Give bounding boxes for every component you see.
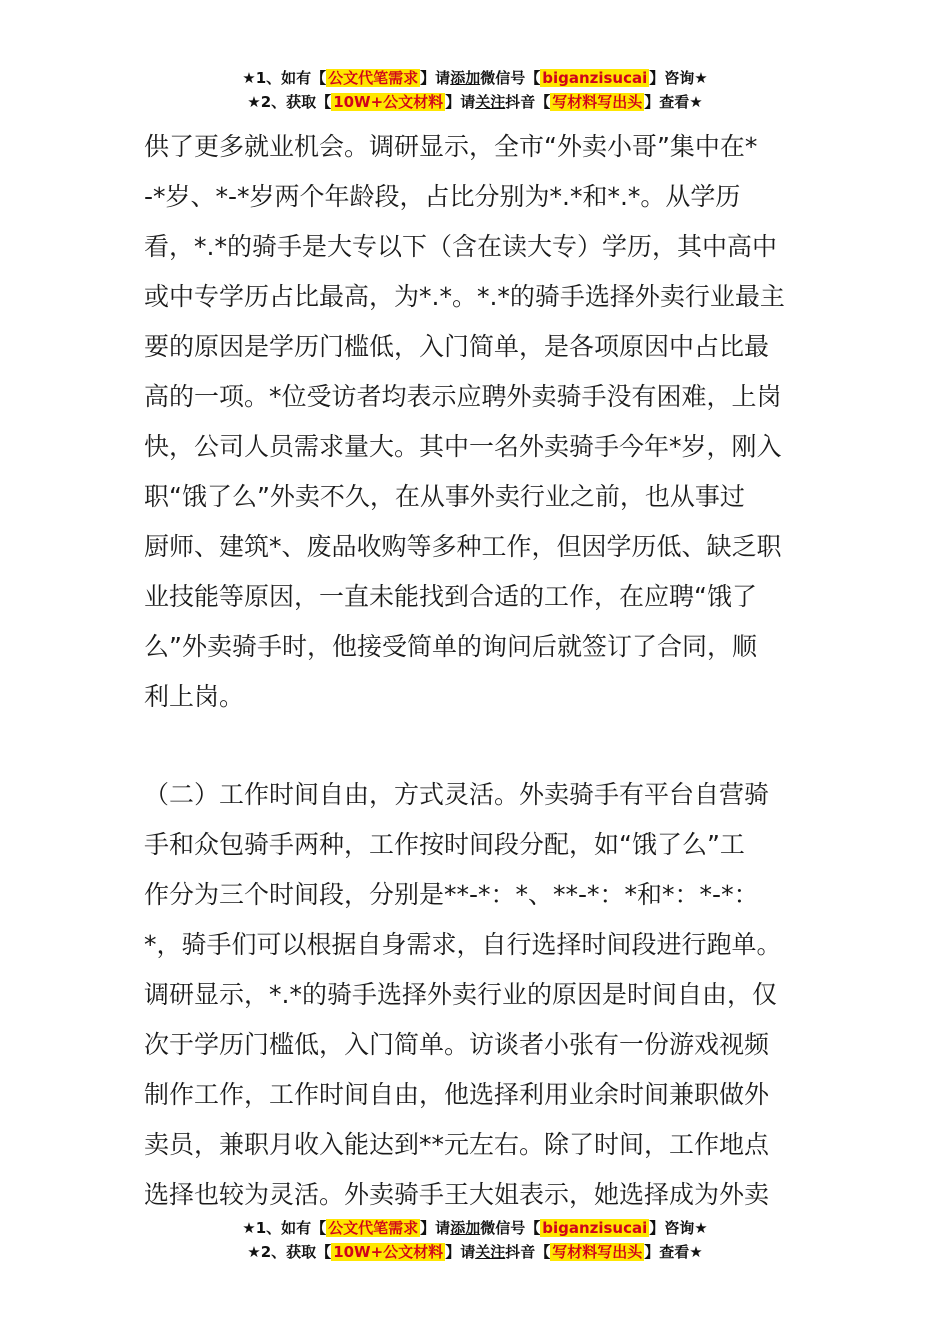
highlight-materials: 10W+公文材料 [333, 93, 444, 111]
banner-line-2 [0, 90, 950, 114]
text-line: 供了更多就业机会。调研显示，全市“外卖小哥”集中在* [144, 132, 758, 161]
text-line: （二）工作时间自由，方式灵活。外卖骑手有平台自营骑 [144, 780, 770, 809]
banner-underlined: 添加 [450, 69, 481, 87]
banner-text: ★2、获取【 [247, 1243, 332, 1261]
header-banner [0, 66, 950, 114]
text-line: 选择也较为灵活。外卖骑手王大姐表示，她选择成为外卖 [144, 1180, 770, 1209]
banner-line-1 [0, 1216, 950, 1240]
highlight-service: 公文代笔需求 [328, 69, 419, 87]
text-line: 厨师、建筑*、废品收购等多种工作，但因学历低、缺乏职 [144, 532, 782, 561]
text-line: 作分为三个时间段，分别是**-*：*、**-*：*和*：*-*： [144, 880, 759, 909]
document-body [144, 122, 834, 1220]
text-line: 要的原因是学历门槛低，入门简单，是各项原因中占比最 [144, 332, 770, 361]
banner-text: 】请 [445, 93, 476, 111]
text-line: 调研显示，*.*的骑手选择外卖行业的原因是时间自由，仅 [144, 980, 777, 1009]
paragraph-1 [144, 122, 834, 722]
banner-text: 】咨询★ [649, 69, 708, 87]
text-line: 业技能等原因，一直未能找到合适的工作，在应聘“饿了 [144, 582, 757, 611]
banner-text: 抖音【 [505, 1243, 551, 1261]
banner-text: 】查看★ [644, 93, 703, 111]
banner-underlined: 添加 [450, 1219, 481, 1237]
banner-text: 微信号【 [480, 69, 541, 87]
highlight-materials: 10W+公文材料 [333, 1243, 444, 1261]
text-line: *，骑手们可以根据自身需求，自行选择时间段进行跑单。 [144, 930, 782, 959]
banner-text: 微信号【 [480, 1219, 541, 1237]
highlight-wechat-id: biganzisucai [542, 69, 648, 87]
banner-underlined: 关注 [475, 1243, 506, 1261]
banner-line-2 [0, 1240, 950, 1264]
highlight-wechat-id: biganzisucai [542, 1219, 648, 1237]
text-line: 或中专学历占比最高，为*.*。*.*的骑手选择外卖行业最主 [144, 282, 785, 311]
highlight-douyin: 写材料写出头 [552, 93, 643, 111]
banner-text: ★1、如有【 [242, 1219, 327, 1237]
text-line: 高的一项。*位受访者均表示应聘外卖骑手没有困难，上岗 [144, 382, 782, 411]
banner-text: ★2、获取【 [247, 93, 332, 111]
highlight-service: 公文代笔需求 [328, 1219, 419, 1237]
paragraph-gap [144, 722, 834, 770]
highlight-douyin: 写材料写出头 [552, 1243, 643, 1261]
text-line: 看，*.*的骑手是大专以下（含在读大专）学历，其中高中 [144, 232, 777, 261]
banner-underlined: 关注 [475, 93, 506, 111]
text-line: 快，公司人员需求量大。其中一名外卖骑手今年*岁，刚入 [144, 432, 782, 461]
banner-text: 】请 [420, 1219, 451, 1237]
text-line: 制作工作，工作时间自由，他选择利用业余时间兼职做外 [144, 1080, 770, 1109]
banner-line-1 [0, 66, 950, 90]
text-line: -*岁、*-*岁两个年龄段，占比分别为*.*和*.*。从学历 [144, 182, 741, 211]
footer-banner [0, 1216, 950, 1264]
text-line: 卖员，兼职月收入能达到**元左右。除了时间，工作地点 [144, 1130, 770, 1159]
banner-text: 】查看★ [644, 1243, 703, 1261]
text-line: 职“饿了么”外卖不久，在从事外卖行业之前，也从事过 [144, 482, 745, 511]
text-line: 次于学历门槛低，入门简单。访谈者小张有一份游戏视频 [144, 1030, 770, 1059]
text-line: 利上岗。 [144, 682, 245, 711]
paragraph-2 [144, 770, 834, 1220]
banner-text: 】咨询★ [649, 1219, 708, 1237]
text-line: 手和众包骑手两种，工作按时间段分配，如“饿了么”工 [144, 830, 745, 859]
banner-text: ★1、如有【 [242, 69, 327, 87]
banner-text: 抖音【 [505, 93, 551, 111]
text-line: 么”外卖骑手时，他接受简单的询问后就签订了合同，顺 [144, 632, 757, 661]
banner-text: 】请 [420, 69, 451, 87]
banner-text: 】请 [445, 1243, 476, 1261]
